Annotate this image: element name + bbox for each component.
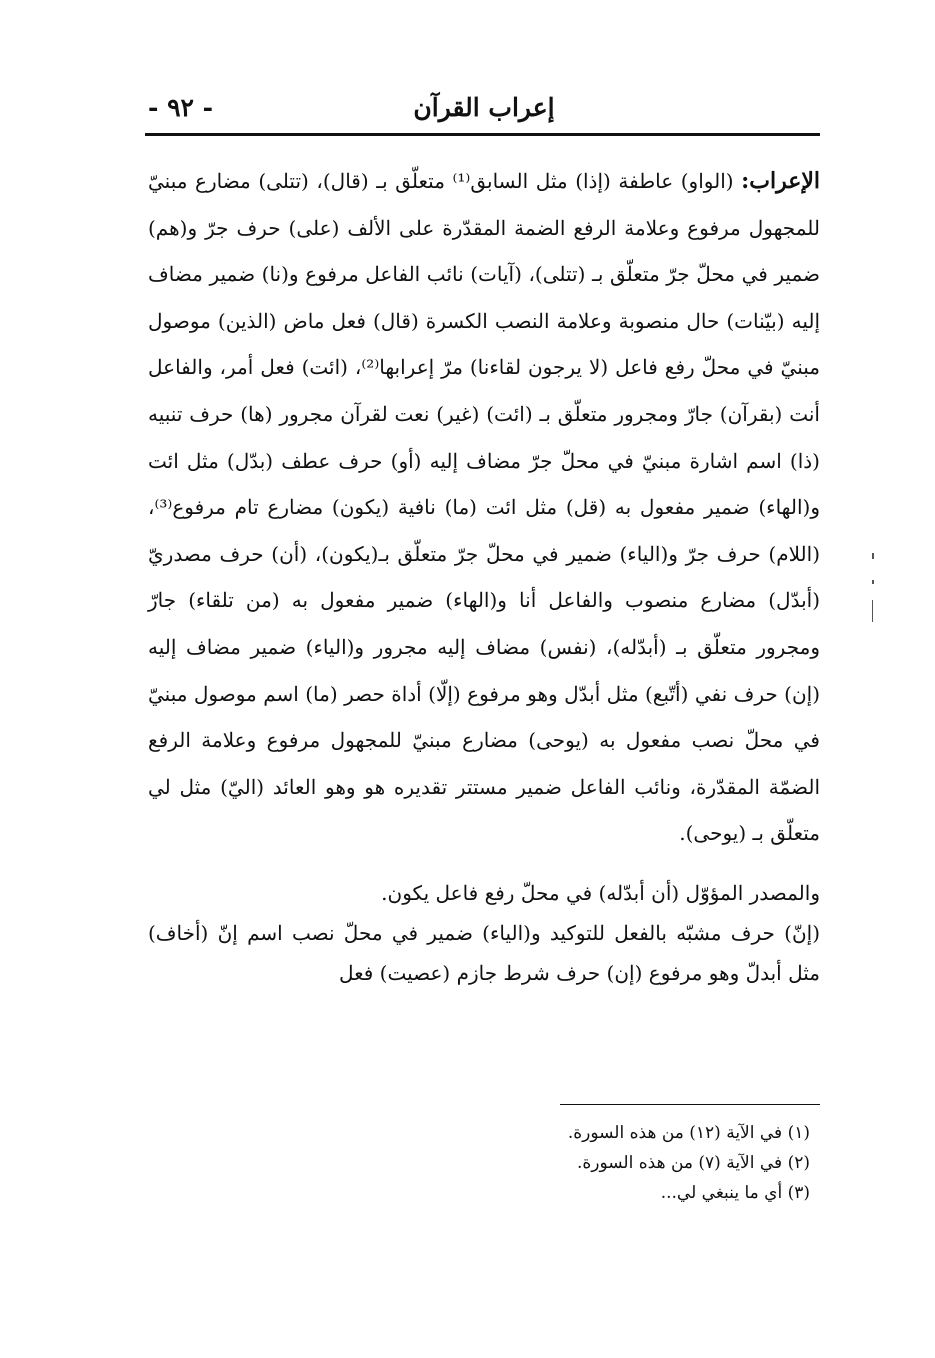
running-title: إعراب القرآن — [413, 93, 555, 122]
scan-artifact — [872, 553, 874, 559]
irab-lead: الإعراب: — [741, 168, 821, 194]
running-header — [148, 88, 820, 128]
paragraph-masdar: والمصدر المؤوّل (أن أبدّله) في محلّ رفع فاعل يكون. — [381, 880, 820, 905]
paragraph-irab-text: (الواو) عاطفة (إذا) مثل السابق⁽¹⁾ متعلّق بـ (قال)، (تتلى) مضارع مبنيّ للمجهول مرفوع وعلامة الرفع الضمة المقدّرة على الألف (على) حرف جرّ و(هم) ضمير في محلّ جرّ متعلّق بـ (تتلى)، (آيات) نائب الفاعل مرفوع و(نا) ضمير مضاف إليه (بيّنات) حال منصوبة وعلامة النصب الكسرة (قال) فعل ماض (الذين) موصول مبنيّ في محلّ رفع فاعل (لا يرجون لقاءنا) مرّ إعرابها⁽²⁾، (ائت) فعل أمر، والفاعل أنت (بقرآن) جارّ ومجرور متعلّق بـ (ائت) (غير) نعت لقرآن مجرور (ها) حرف تنبيه (ذا) اسم اشارة مبنيّ في محلّ جرّ مضاف إليه (أو) حرف عطف (بدّل) مثل ائت و(الهاء) ضمير مفعول به (قل) مثل ائت (ما) نافية (يكون) مضارع تام مرفوع⁽³⁾، (اللام) حرف جرّ و(الياء) ضمير في محلّ جرّ متعلّق بـ(يكون)، (أن) حرف مصدريّ (أبدّل) مضارع منصوب والفاعل أنا و(الهاء) ضمير مفعول به (من تلقاء) جارّ ومجرور متعلّق بـ (أبدّله)، (نفس) مضاف إليه مجرور و(الياء) ضمير مضاف إليه (إن) حرف نفي (أتّبع) مثل أبدّل وهو مرفوع (إلّا) أداة حصر (ما) اسم موصول مبنيّ في محلّ نصب مفعول به (يوحى) مضارع مبنيّ للمجهول مرفوع وعلامة الرفع الضمّة المقدّرة، ونائب الفاعل ضمير مستتر تقديره هو وهو العائد (اليّ) مثل لي متعلّق بـ (يوحى). — [148, 169, 820, 846]
paragraph-inna: (إنّ) حرف مشبّه بالفعل للتوكيد و(الياء) ضمير في محلّ نصب اسم إنّ (أخاف) مثل أبدلّ وهو مرفوع (إن) حرف شرط جازم (عصيت) فعل — [148, 920, 820, 985]
footnote-3: (٣) أي ما ينبغي لي... — [660, 1183, 810, 1203]
footnote-1: (١) في الآية (١٢) من هذه السورة. — [567, 1123, 810, 1143]
main-text — [148, 158, 820, 993]
header-rule — [145, 133, 820, 136]
scan-artifact — [872, 580, 874, 584]
page-number: - ٩٢ - — [148, 93, 214, 122]
footnote-rule — [560, 1104, 820, 1105]
scan-artifact — [872, 600, 873, 622]
footnotes — [500, 1118, 810, 1208]
paragraph-irab — [148, 158, 820, 857]
footnote-2: (٢) في الآية (٧) من هذه السورة. — [576, 1153, 810, 1173]
